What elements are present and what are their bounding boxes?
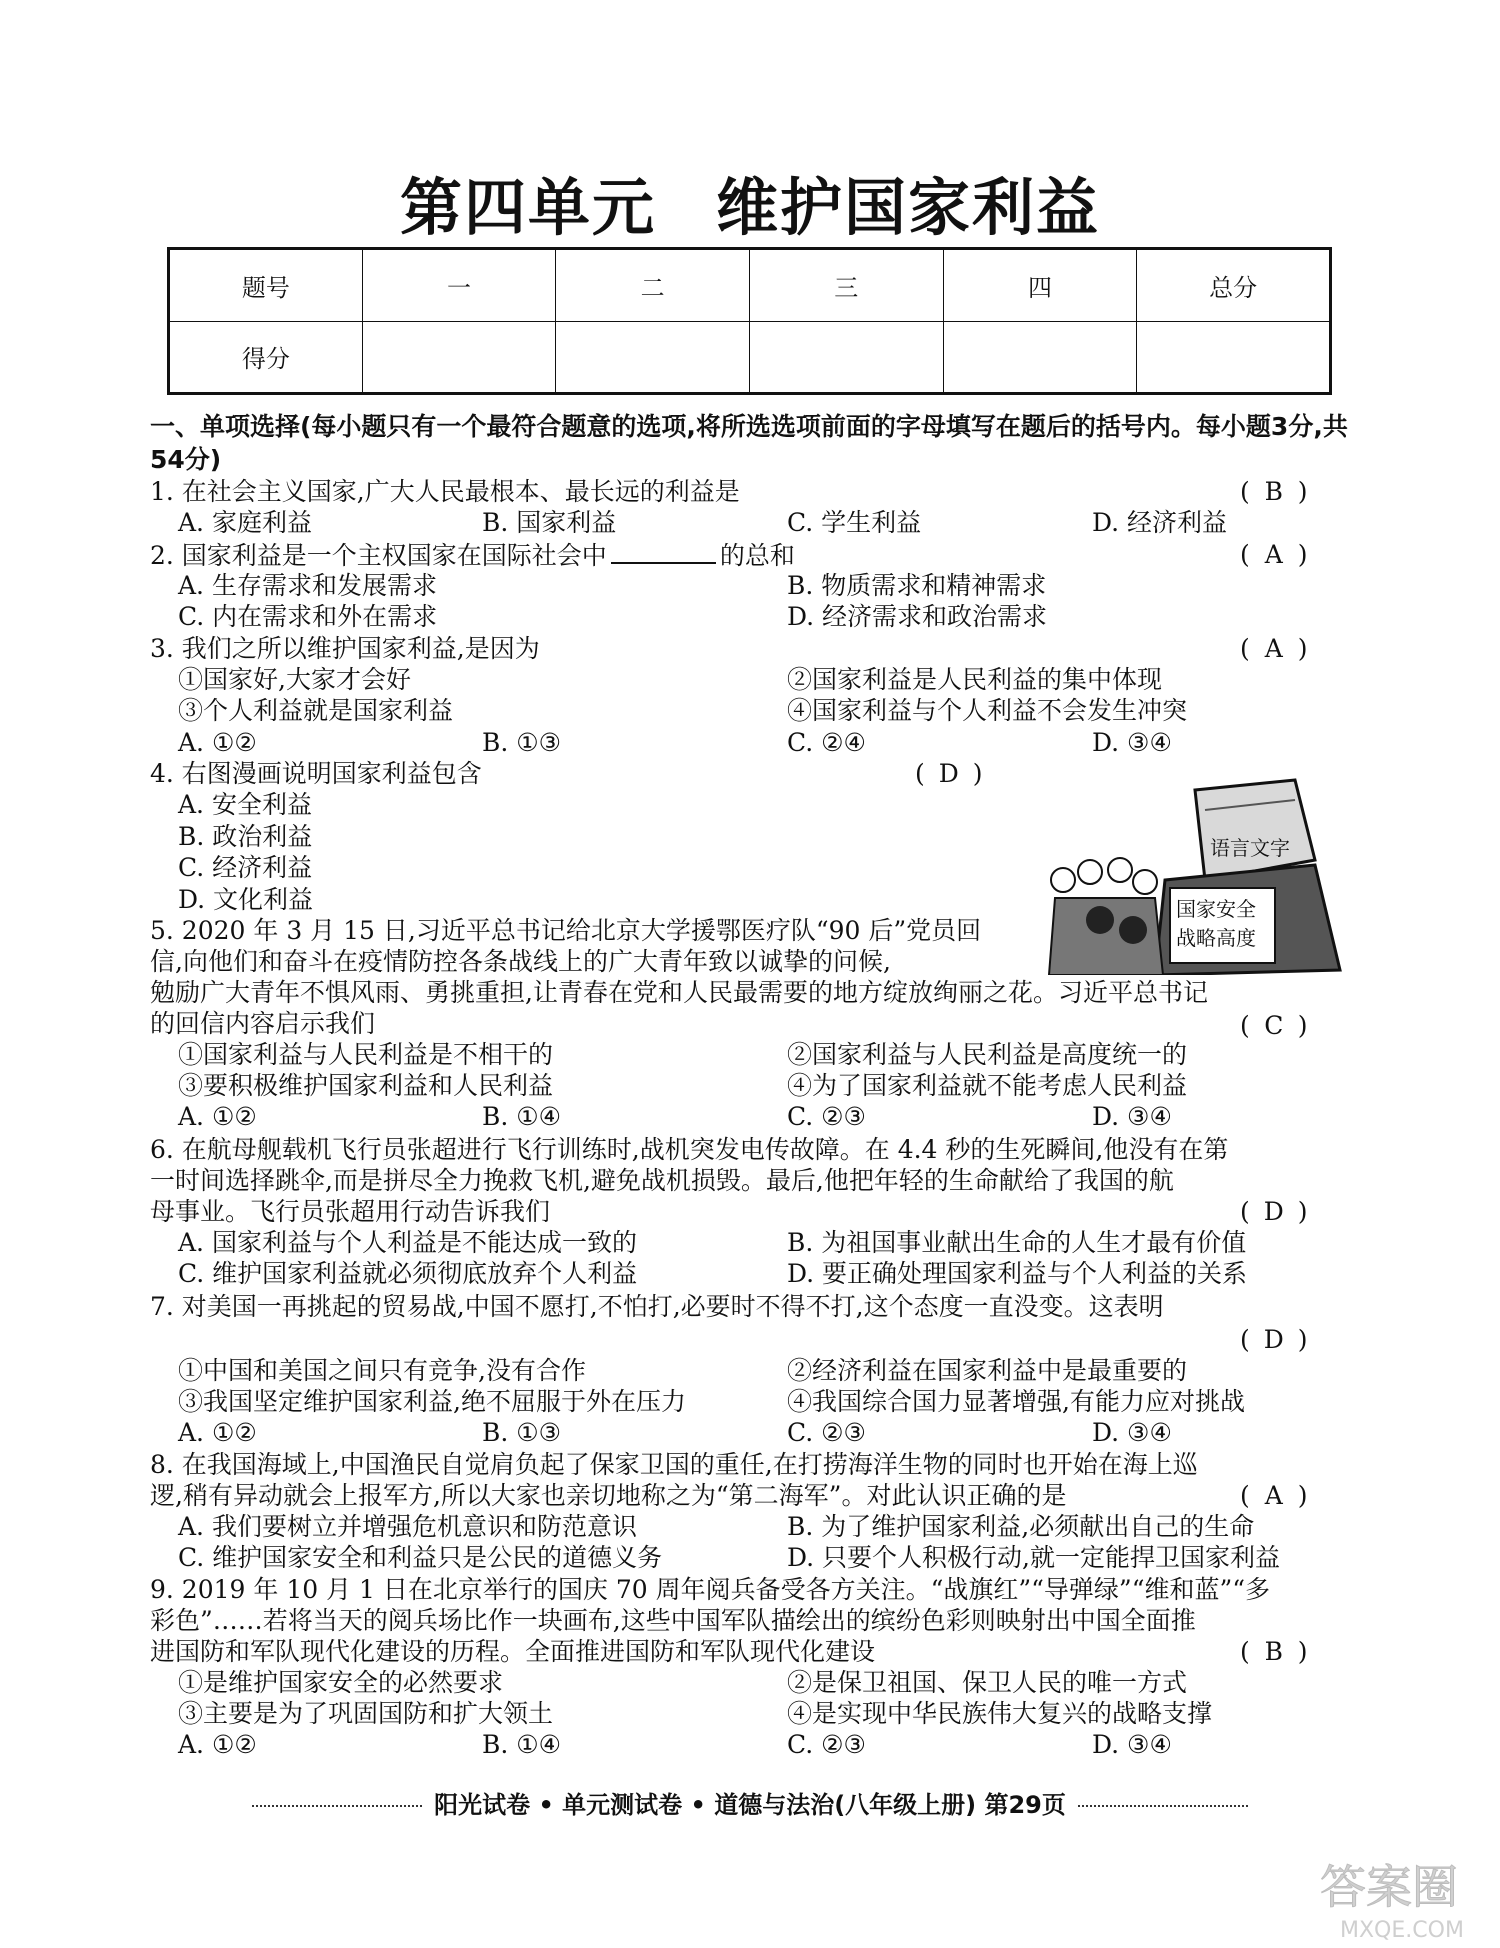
question-9-stem-line: 彩色”……若将当天的阅兵场比作一块画布,这些中国军队描绘出的缤纷色彩则映射出中国全面推 (150, 1606, 1196, 1635)
answer-letter: D (938, 759, 959, 788)
statement: ③个人利益就是国家利益 (178, 696, 454, 725)
statement: ③主要是为了巩固国防和扩大领土 (178, 1699, 554, 1728)
question-6-stem-line: 一时间选择跳伞,而是拼尽全力挽救飞机,避免战机损毁。最后,他把年轻的生命献给了我国的航 (150, 1166, 1174, 1195)
option: B. ①③ (482, 728, 562, 757)
option: B. 物质需求和精神需求 (787, 571, 1047, 600)
statement: ②是保卫祖国、保卫人民的唯一方式 (787, 1668, 1188, 1697)
question-2-stem (150, 540, 795, 571)
option: D. 要正确处理国家利益与个人利益的关系 (787, 1259, 1248, 1288)
option: A. ①② (178, 1730, 257, 1759)
option: D. 只要个人积极行动,就一定能捍卫国家利益 (787, 1543, 1280, 1572)
score-cell: 得分 (169, 321, 363, 394)
section-heading: 一、单项选择(每小题只有一个最符合题意的选项,将所选选项前面的字母填写在题后的括号内。每小题3分,共54分) (150, 412, 1348, 474)
statement: ①是维护国家安全的必然要求 (178, 1668, 504, 1697)
question-9-stem-line: 9. 2019 年 10 月 1 日在北京举行的国庆 70 周年阅兵备受各方关注。“战旗红”“导弹绿”“维和蓝”“多 (150, 1575, 1271, 1604)
question-6-answer: ( D ) (1240, 1197, 1308, 1226)
question-1-answer: ( B ) (1240, 477, 1308, 506)
option: C. 维护国家利益就必须彻底放弃个人利益 (178, 1259, 638, 1288)
answer-letter: C (1264, 1011, 1284, 1040)
score-cell: 三 (749, 249, 943, 322)
question-5-stem-line: 勉励广大青年不惧风雨、勇挑重担,让青春在党和人民最需要的地方绽放绚丽之花。习近平总书记 (150, 978, 1208, 1007)
statement: ④为了国家利益就不能考虑人民利益 (787, 1071, 1188, 1100)
option: C. 经济利益 (178, 853, 313, 882)
option: B. 为了维护国家利益,必须献出自己的生命 (787, 1512, 1255, 1541)
option: C. 学生利益 (787, 508, 922, 537)
statement: ④我国综合国力显著增强,有能力应对挑战 (787, 1387, 1245, 1416)
question-8-stem-line: 8. 在我国海域上,中国渔民自觉肩负起了保家卫国的重任,在打捞海洋生物的同时也开始在海上巡 (150, 1450, 1198, 1479)
statement: ②国家利益与人民利益是高度统一的 (787, 1040, 1188, 1069)
question-8-stem-line: 逻,稍有异动就会上报军方,所以大家也亲切地称之为“第二海军”。对此认识正确的是 (150, 1481, 1067, 1510)
watermark-url: MXQE.COM (1340, 1918, 1464, 1943)
cartoon-book-text: 语言文字 (1210, 836, 1290, 860)
score-entry-cell[interactable] (943, 321, 1137, 394)
question-4-answer: ( D ) (915, 759, 983, 788)
score-cell: 一 (362, 249, 556, 322)
divider (1078, 1805, 1248, 1807)
page-footer (195, 1785, 1305, 1820)
statement: ①国家好,大家才会好 (178, 665, 411, 694)
score-entry-cell[interactable] (556, 321, 750, 394)
cartoon-sign-line2: 战略高度 (1176, 926, 1256, 950)
statement: ④是实现中华民族伟大复兴的战略支撑 (787, 1699, 1213, 1728)
question-6-stem-line: 6. 在航母舰载机飞行员张超进行飞行训练时,战机突发电传故障。在 4.4 秒的生死瞬间,他没有在第 (150, 1135, 1229, 1164)
option: A. ①② (178, 1102, 257, 1131)
footer-text: 阳光试卷 • 单元测试卷 • 道德与法治(八年级上册) 第29页 (434, 1791, 1066, 1819)
question-3-stem: 3. 我们之所以维护国家利益,是因为 (150, 634, 540, 663)
score-entry-cell[interactable] (749, 321, 943, 394)
watermark-logo (1310, 1845, 1500, 1945)
stem-text: 的总和 (719, 541, 795, 570)
question-6-stem-line: 母事业。飞行员张超用行动告诉我们 (150, 1197, 551, 1226)
question-5-stem-line: 的回信内容启示我们 (150, 1009, 376, 1038)
cartoon-sign-line1: 国家安全 (1176, 897, 1256, 921)
score-cell: 题号 (169, 249, 363, 322)
statement: ④国家利益与个人利益不会发生冲突 (787, 696, 1188, 725)
option: B. 政治利益 (178, 822, 313, 851)
option: A. 生存需求和发展需求 (178, 571, 437, 600)
option: C. ②④ (787, 728, 866, 757)
score-cell: 四 (943, 249, 1137, 322)
option: B. 国家利益 (482, 508, 617, 537)
statement: ①国家利益与人民利益是不相干的 (178, 1040, 554, 1069)
question-9-answer: ( B ) (1240, 1637, 1308, 1666)
statement: ③要积极维护国家利益和人民利益 (178, 1071, 554, 1100)
statement: ③我国坚定维护国家利益,绝不屈服于外在压力 (178, 1387, 686, 1416)
option: B. ①④ (482, 1102, 562, 1131)
score-cell: 二 (556, 249, 750, 322)
question-5-stem-line: 5. 2020 年 3 月 15 日,习近平总书记给北京大学援鄂医疗队“90 后”党员回 (150, 916, 982, 945)
question-7-answer: ( D ) (1240, 1325, 1308, 1354)
option: A. 安全利益 (178, 790, 312, 819)
watermark-text: 答案圈 (1320, 1860, 1458, 1914)
option: C. 维护国家安全和利益只是公民的道德义务 (178, 1543, 663, 1572)
answer-letter: B (1264, 1637, 1283, 1666)
answer-letter: A (1264, 540, 1283, 569)
option: D. 文化利益 (178, 885, 314, 914)
question-8-answer: ( A ) (1240, 1481, 1308, 1510)
option: D. ③④ (1092, 728, 1172, 757)
statement: ②经济利益在国家利益中是最重要的 (787, 1356, 1188, 1385)
option: D. ③④ (1092, 1730, 1172, 1759)
score-table-score-row (169, 321, 1331, 394)
option: C. ②③ (787, 1102, 866, 1131)
answer-letter: A (1264, 1481, 1283, 1510)
question-1-stem: 1. 在社会主义国家,广大人民最根本、最长远的利益是 (150, 477, 740, 506)
question-4-stem: 4. 右图漫画说明国家利益包含 (150, 759, 482, 788)
divider (252, 1805, 422, 1807)
option: B. ①③ (482, 1418, 562, 1447)
fill-blank (611, 540, 716, 564)
title-unit: 第四单元 (399, 171, 656, 244)
option: D. ③④ (1092, 1102, 1172, 1131)
option: C. ②③ (787, 1418, 866, 1447)
title-topic: 维护国家利益 (716, 171, 1101, 244)
question-5-answer: ( C ) (1240, 1011, 1308, 1040)
question-2-answer: ( A ) (1240, 540, 1308, 569)
option: B. ①④ (482, 1730, 562, 1759)
score-table (167, 247, 1332, 395)
score-entry-cell[interactable] (362, 321, 556, 394)
question-7-stem: 7. 对美国一再挑起的贸易战,中国不愿打,不怕打,必要时不得不打,这个态度一直没变。这表明 (150, 1292, 1164, 1321)
question-3-answer: ( A ) (1240, 634, 1308, 663)
option: A. 国家利益与个人利益是不能达成一致的 (178, 1228, 637, 1257)
score-table-header-row (169, 249, 1331, 322)
cartoon-illustration (1045, 770, 1345, 975)
statement: ①中国和美国之间只有竞争,没有合作 (178, 1356, 586, 1385)
option: C. 内在需求和外在需求 (178, 602, 438, 631)
answer-letter: B (1264, 477, 1283, 506)
option: D. ③④ (1092, 1418, 1172, 1447)
option: A. ①② (178, 728, 257, 757)
option: B. 为祖国事业献出生命的人生才最有价值 (787, 1228, 1247, 1257)
score-entry-cell[interactable] (1137, 321, 1331, 394)
stem-text: 2. 国家利益是一个主权国家在国际社会中 (150, 541, 607, 570)
option: C. ②③ (787, 1730, 866, 1759)
statement: ②国家利益是人民利益的集中体现 (787, 665, 1163, 694)
score-cell: 总分 (1137, 249, 1331, 322)
answer-letter: D (1263, 1197, 1284, 1226)
option: D. 经济需求和政治需求 (787, 602, 1048, 631)
answer-letter: A (1264, 634, 1283, 663)
option: A. ①② (178, 1418, 257, 1447)
answer-letter: D (1263, 1325, 1284, 1354)
question-9-stem-line: 进国防和军队现代化建设的历程。全面推进国防和军队现代化建设 (150, 1637, 876, 1666)
option: A. 家庭利益 (178, 508, 312, 537)
question-5-stem-line: 信,向他们和奋斗在疫情防控各条战线上的广大青年致以诚挚的问候, (150, 947, 891, 976)
page-title (0, 158, 1500, 247)
option: A. 我们要树立并增强危机意识和防范意识 (178, 1512, 637, 1541)
option: D. 经济利益 (1092, 508, 1228, 537)
